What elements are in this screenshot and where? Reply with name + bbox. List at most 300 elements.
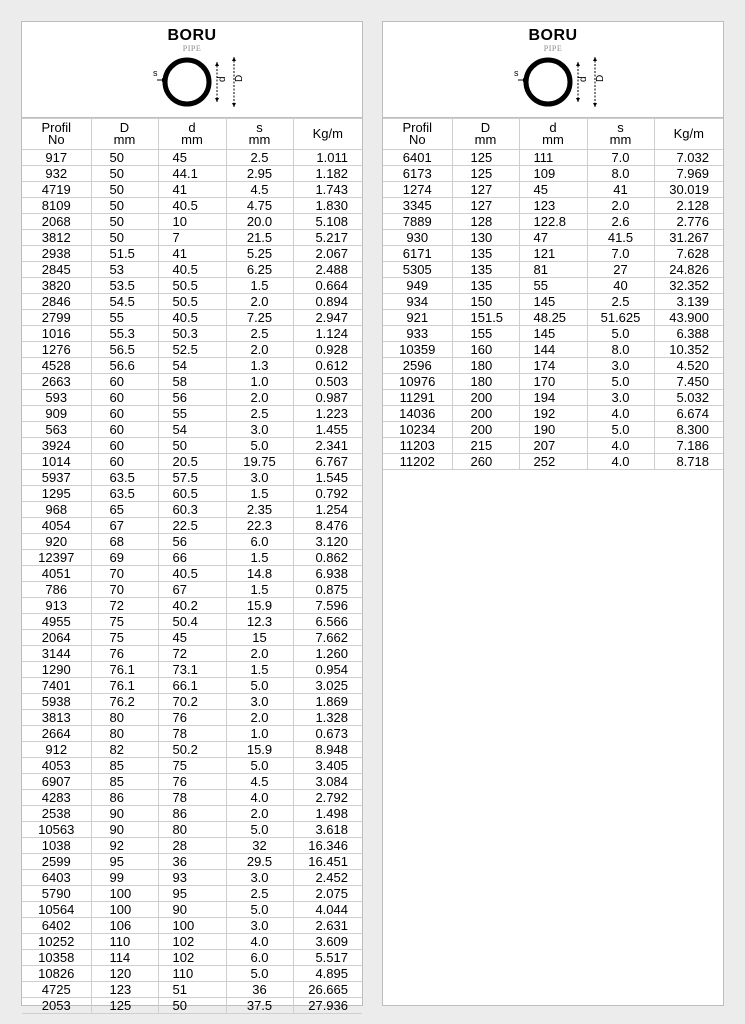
table-row [383, 358, 723, 374]
table-cell: 5.25 [226, 246, 293, 262]
table-cell: 921 [383, 310, 452, 326]
table-row [383, 454, 723, 470]
table-cell: 125 [452, 166, 519, 182]
table-cell: 3345 [383, 198, 452, 214]
table-cell: 123 [91, 982, 158, 998]
table-cell: 5.517 [293, 950, 362, 966]
table-cell: 76.2 [91, 694, 158, 710]
table-cell: 2938 [22, 246, 91, 262]
table-cell: 1.830 [293, 198, 362, 214]
table-cell: 123 [519, 198, 587, 214]
table-cell: 54 [158, 358, 226, 374]
table-cell: 3.084 [293, 774, 362, 790]
left-pipe-panel [21, 21, 363, 1013]
table-cell: 5937 [22, 470, 91, 486]
table-row [22, 278, 362, 294]
table-cell: 7889 [383, 214, 452, 230]
table-cell: 10564 [22, 902, 91, 918]
header-row [383, 119, 723, 150]
table-cell: 207 [519, 438, 587, 454]
table-cell: 1.545 [293, 470, 362, 486]
table-row [22, 950, 362, 966]
table-cell: 7.0 [587, 246, 654, 262]
table-cell: 2.075 [293, 886, 362, 902]
table-cell: 4955 [22, 614, 91, 630]
table-cell: 76 [91, 646, 158, 662]
table-cell: 2.488 [293, 262, 362, 278]
table-cell: 41.5 [587, 230, 654, 246]
table-cell: 3.139 [654, 294, 723, 310]
table-cell: 932 [22, 166, 91, 182]
table-cell: 102 [158, 934, 226, 950]
table-cell: 92 [91, 838, 158, 854]
table-cell: 2064 [22, 630, 91, 646]
table-cell: 75 [91, 614, 158, 630]
table-cell: 5.032 [654, 390, 723, 406]
table-cell: 69 [91, 550, 158, 566]
table-row [383, 438, 723, 454]
header-d: d mm [519, 119, 587, 150]
table-cell: 30.019 [654, 182, 723, 198]
table-row [383, 198, 723, 214]
table-row [22, 630, 362, 646]
table-cell: 7.032 [654, 150, 723, 166]
table-row [22, 438, 362, 454]
table-row [22, 454, 362, 470]
table-cell: 51.625 [587, 310, 654, 326]
table-cell: 40.5 [158, 262, 226, 278]
table-cell: 7401 [22, 678, 91, 694]
table-cell: 93 [158, 870, 226, 886]
table-row [22, 310, 362, 326]
table-cell: 60 [91, 454, 158, 470]
table-cell: 128 [452, 214, 519, 230]
table-cell: 60 [91, 422, 158, 438]
table-cell: 109 [519, 166, 587, 182]
table-cell: 24.826 [654, 262, 723, 278]
table-row [22, 326, 362, 342]
table-cell: 1.5 [226, 486, 293, 502]
table-row [383, 342, 723, 358]
table-row [383, 262, 723, 278]
table-cell: 145 [519, 294, 587, 310]
table-row [22, 838, 362, 854]
table-cell: 50.4 [158, 614, 226, 630]
table-row [22, 198, 362, 214]
table-cell: 7.596 [293, 598, 362, 614]
table-row [22, 902, 362, 918]
table-cell: 102 [158, 950, 226, 966]
table-cell: 7.969 [654, 166, 723, 182]
table-cell: 54 [158, 422, 226, 438]
table-row [22, 550, 362, 566]
table-cell: 2596 [383, 358, 452, 374]
table-cell: 7.662 [293, 630, 362, 646]
table-cell: 50.2 [158, 742, 226, 758]
table-row [22, 918, 362, 934]
table-cell: 125 [452, 150, 519, 166]
table-cell: 6907 [22, 774, 91, 790]
table-cell: 6.0 [226, 534, 293, 550]
header-D: D mm [91, 119, 158, 150]
table-cell: 5.0 [226, 438, 293, 454]
table-row [22, 870, 362, 886]
table-cell: 2845 [22, 262, 91, 278]
table-cell: 56 [158, 390, 226, 406]
table-cell: 2068 [22, 214, 91, 230]
table-cell: 4.895 [293, 966, 362, 982]
table-cell: 252 [519, 454, 587, 470]
table-cell: 75 [158, 758, 226, 774]
table-cell: 1.743 [293, 182, 362, 198]
table-cell: 36 [158, 854, 226, 870]
table-cell: 10 [158, 214, 226, 230]
table-cell: 20.0 [226, 214, 293, 230]
table-cell: 58 [158, 374, 226, 390]
table-cell: 2.0 [226, 710, 293, 726]
table-cell: 1.498 [293, 806, 362, 822]
table-cell: 2.95 [226, 166, 293, 182]
table-cell: 70.2 [158, 694, 226, 710]
table-row [383, 150, 723, 166]
table-cell: 1.0 [226, 726, 293, 742]
table-row [383, 406, 723, 422]
table-cell: 47 [519, 230, 587, 246]
table-row [22, 214, 362, 230]
table-cell: 2.631 [293, 918, 362, 934]
table-row [383, 374, 723, 390]
table-cell: 60 [91, 390, 158, 406]
table-cell: 3.0 [587, 358, 654, 374]
table-cell: 200 [452, 422, 519, 438]
table-cell: 80 [158, 822, 226, 838]
table-cell: 2.0 [226, 294, 293, 310]
table-cell: 5790 [22, 886, 91, 902]
table-row [22, 598, 362, 614]
table-row [22, 262, 362, 278]
table-cell: 72 [158, 646, 226, 662]
table-cell: 76 [158, 774, 226, 790]
table-cell: 933 [383, 326, 452, 342]
table-cell: 5.0 [587, 326, 654, 342]
table-row [22, 390, 362, 406]
D-label: D [234, 74, 245, 82]
table-row [22, 694, 362, 710]
table-cell: 10.352 [654, 342, 723, 358]
table-cell: 4.0 [226, 790, 293, 806]
table-cell: 19.75 [226, 454, 293, 470]
table-cell: 8.718 [654, 454, 723, 470]
table-cell: 2.35 [226, 502, 293, 518]
table-row [22, 966, 362, 982]
table-cell: 127 [452, 182, 519, 198]
table-cell: 63.5 [91, 470, 158, 486]
table-cell: 90 [91, 822, 158, 838]
table-cell: 2.947 [293, 310, 362, 326]
table-cell: 190 [519, 422, 587, 438]
table-cell: 563 [22, 422, 91, 438]
table-cell: 3.0 [587, 390, 654, 406]
table-cell: 6.25 [226, 262, 293, 278]
table-cell: 1.0 [226, 374, 293, 390]
table-cell: 48.25 [519, 310, 587, 326]
table-cell: 81 [519, 262, 587, 278]
table-cell: 200 [452, 406, 519, 422]
table-cell: 5938 [22, 694, 91, 710]
table-cell: 786 [22, 582, 91, 598]
table-cell: 50 [91, 166, 158, 182]
table-row [383, 214, 723, 230]
right-pipe-panel [382, 21, 724, 1006]
table-cell: 56.5 [91, 342, 158, 358]
table-cell: 3924 [22, 438, 91, 454]
header-s: s mm [587, 119, 654, 150]
table-cell: 155 [452, 326, 519, 342]
table-cell: 27.936 [293, 998, 362, 1014]
table-cell: 14036 [383, 406, 452, 422]
table-cell: 4528 [22, 358, 91, 374]
table-cell: 2.341 [293, 438, 362, 454]
table-cell: 180 [452, 374, 519, 390]
table-cell: 60.3 [158, 502, 226, 518]
table-cell: 12397 [22, 550, 91, 566]
pipe-cross-section-icon [483, 52, 633, 112]
table-cell: 192 [519, 406, 587, 422]
table-cell: 8.0 [587, 342, 654, 358]
table-cell: 6.767 [293, 454, 362, 470]
table-cell: 54.5 [91, 294, 158, 310]
table-cell: 3.0 [226, 918, 293, 934]
table-cell: 180 [452, 358, 519, 374]
table-cell: 1.182 [293, 166, 362, 182]
header-profil: Profil No [383, 119, 452, 150]
table-cell: 0.894 [293, 294, 362, 310]
table-cell: 2.5 [226, 326, 293, 342]
table-cell: 50 [91, 150, 158, 166]
header-row [22, 119, 362, 150]
table-cell: 5.108 [293, 214, 362, 230]
table-cell: 50.3 [158, 326, 226, 342]
table-cell: 151.5 [452, 310, 519, 326]
table-row [22, 678, 362, 694]
table-cell: 41 [158, 246, 226, 262]
table-cell: 5.0 [587, 422, 654, 438]
table-cell: 50.5 [158, 294, 226, 310]
table-cell: 2.0 [226, 390, 293, 406]
table-cell: 76.1 [91, 662, 158, 678]
table-cell: 68 [91, 534, 158, 550]
table-cell: 110 [158, 966, 226, 982]
table-cell: 73.1 [158, 662, 226, 678]
table-row [22, 406, 362, 422]
table-cell: 6.674 [654, 406, 723, 422]
table-cell: 32.352 [654, 278, 723, 294]
table-cell: 20.5 [158, 454, 226, 470]
table-cell: 100 [91, 886, 158, 902]
table-cell: 15.9 [226, 742, 293, 758]
table-cell: 934 [383, 294, 452, 310]
table-cell: 3.0 [226, 470, 293, 486]
table-row [22, 614, 362, 630]
table-cell: 127 [452, 198, 519, 214]
table-cell: 85 [91, 774, 158, 790]
table-cell: 2.452 [293, 870, 362, 886]
table-row [383, 390, 723, 406]
table-cell: 1.869 [293, 694, 362, 710]
table-cell: 4.0 [226, 934, 293, 950]
table-cell: 3144 [22, 646, 91, 662]
table-cell: 4.520 [654, 358, 723, 374]
table-cell: 27 [587, 262, 654, 278]
table-cell: 174 [519, 358, 587, 374]
table-cell: 44.1 [158, 166, 226, 182]
table-cell: 111 [519, 150, 587, 166]
table-cell: 1.254 [293, 502, 362, 518]
table-cell: 150 [452, 294, 519, 310]
table-cell: 70 [91, 566, 158, 582]
table-row [22, 422, 362, 438]
table-row [22, 518, 362, 534]
table-cell: 80 [91, 710, 158, 726]
table-cell: 6173 [383, 166, 452, 182]
table-cell: 78 [158, 790, 226, 806]
right-subtitle: PIPE [543, 44, 563, 53]
table-cell: 2538 [22, 806, 91, 822]
table-cell: 6.566 [293, 614, 362, 630]
header-kgm: Kg/m [293, 119, 362, 150]
right-pipe-table [383, 118, 723, 470]
table-cell: 7.450 [654, 374, 723, 390]
table-cell: 3.0 [226, 422, 293, 438]
table-cell: 21.5 [226, 230, 293, 246]
right-header [383, 22, 723, 118]
table-cell: 6.388 [654, 326, 723, 342]
table-row [22, 726, 362, 742]
table-cell: 63.5 [91, 486, 158, 502]
table-cell: 160 [452, 342, 519, 358]
table-cell: 50 [91, 198, 158, 214]
table-cell: 90 [158, 902, 226, 918]
table-cell: 50 [91, 214, 158, 230]
table-cell: 5305 [383, 262, 452, 278]
table-cell: 1276 [22, 342, 91, 358]
table-row [383, 310, 723, 326]
table-cell: 32 [226, 838, 293, 854]
table-cell: 41 [158, 182, 226, 198]
table-cell: 8.948 [293, 742, 362, 758]
table-cell: 10976 [383, 374, 452, 390]
table-cell: 55 [91, 310, 158, 326]
table-cell: 60.5 [158, 486, 226, 502]
table-cell: 121 [519, 246, 587, 262]
table-cell: 8.476 [293, 518, 362, 534]
table-row [22, 230, 362, 246]
table-cell: 55 [158, 406, 226, 422]
table-row [22, 150, 362, 166]
table-cell: 1.3 [226, 358, 293, 374]
table-cell: 56.6 [91, 358, 158, 374]
table-cell: 7.0 [587, 150, 654, 166]
table-cell: 67 [91, 518, 158, 534]
header-s: s mm [226, 119, 293, 150]
table-row [22, 374, 362, 390]
table-cell: 10234 [383, 422, 452, 438]
table-cell: 15 [226, 630, 293, 646]
table-cell: 2799 [22, 310, 91, 326]
table-cell: 50 [91, 182, 158, 198]
table-cell: 917 [22, 150, 91, 166]
table-row [383, 166, 723, 182]
table-cell: 0.875 [293, 582, 362, 598]
table-cell: 82 [91, 742, 158, 758]
table-cell: 51 [158, 982, 226, 998]
table-cell: 6402 [22, 918, 91, 934]
table-row [22, 582, 362, 598]
table-cell: 4051 [22, 566, 91, 582]
table-row [22, 470, 362, 486]
table-cell: 3.405 [293, 758, 362, 774]
table-cell: 4.044 [293, 902, 362, 918]
table-cell: 28 [158, 838, 226, 854]
table-cell: 949 [383, 278, 452, 294]
table-cell: 2.792 [293, 790, 362, 806]
table-cell: 593 [22, 390, 91, 406]
table-cell: 50.5 [158, 278, 226, 294]
table-cell: 215 [452, 438, 519, 454]
table-row [22, 166, 362, 182]
table-cell: 41 [587, 182, 654, 198]
table-cell: 37.5 [226, 998, 293, 1014]
table-cell: 2.128 [654, 198, 723, 214]
table-cell: 10563 [22, 822, 91, 838]
left-pipe-table [22, 118, 362, 1014]
table-cell: 51.5 [91, 246, 158, 262]
table-cell: 1038 [22, 838, 91, 854]
table-row [22, 294, 362, 310]
table-cell: 5.0 [226, 902, 293, 918]
table-cell: 3820 [22, 278, 91, 294]
table-cell: 76 [158, 710, 226, 726]
table-cell: 5.0 [226, 966, 293, 982]
table-row [22, 886, 362, 902]
D-label: D [595, 74, 606, 82]
table-cell: 40.5 [158, 198, 226, 214]
d-label: d [578, 76, 589, 82]
table-cell: 135 [452, 278, 519, 294]
table-cell: 2.0 [226, 806, 293, 822]
table-cell: 10359 [383, 342, 452, 358]
table-cell: 12.3 [226, 614, 293, 630]
table-cell: 100 [91, 902, 158, 918]
table-cell: 4725 [22, 982, 91, 998]
table-row [22, 246, 362, 262]
table-cell: 1016 [22, 326, 91, 342]
table-cell: 3.0 [226, 870, 293, 886]
table-cell: 45 [519, 182, 587, 198]
table-row [383, 230, 723, 246]
table-cell: 29.5 [226, 854, 293, 870]
table-row [22, 774, 362, 790]
table-cell: 4.75 [226, 198, 293, 214]
table-cell: 3.609 [293, 934, 362, 950]
table-cell: 60 [91, 374, 158, 390]
table-cell: 2.6 [587, 214, 654, 230]
table-cell: 120 [91, 966, 158, 982]
table-cell: 6.938 [293, 566, 362, 582]
table-cell: 4.0 [587, 454, 654, 470]
table-cell: 6401 [383, 150, 452, 166]
table-cell: 6171 [383, 246, 452, 262]
